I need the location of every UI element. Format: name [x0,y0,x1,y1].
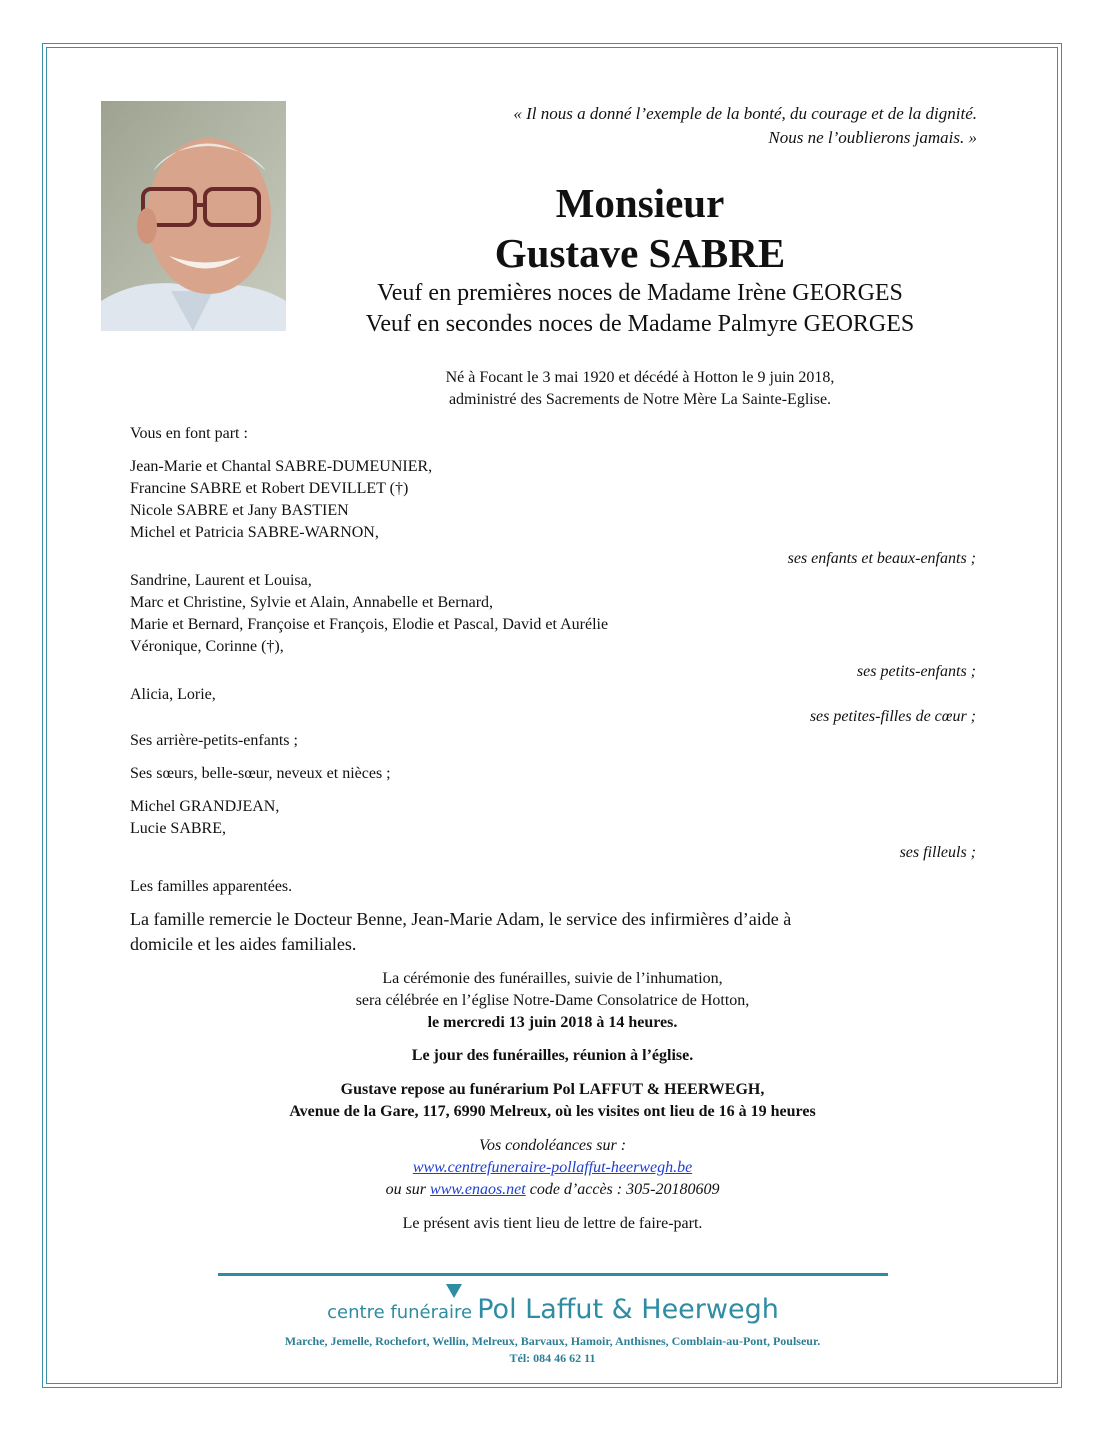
funeral-home-logo [218,1294,888,1325]
footer-locations: Marche, Jemelle, Rochefort, Wellin, Melreux, Barvaux, Hamoir, Anthisnes, Comblain-au-Pont, Poulseur. [284,1334,821,1348]
condolences-label: Vos condoléances sur : [478,1137,627,1154]
birth-death-info [290,367,990,411]
list-item: Jean-Marie et Chantal SABRE-DUMEUNIER, [130,458,433,475]
quote-line: « Il nous a donné l’exemple de la bonté, du courage et de la dignité. [513,104,977,123]
list-item: Alicia, Lorie, [130,686,216,703]
ceremony-info [100,968,1005,1034]
ceremony-line: sera célébrée en l’église Notre-Dame Consolatrice de Hotton, [355,992,750,1009]
heart-granddaughters-list [130,684,216,706]
ceremony-line: La cérémonie des funérailles, suivie de l’inhumation, [382,970,723,987]
relation-label: ses filleuls ; [899,844,976,861]
rest-info [100,1079,1005,1123]
opening-quote [513,102,977,150]
quote-line: Nous ne l’oublierons jamais. » [768,128,977,147]
portrait-photo [101,101,286,331]
relation-label: ses petits-enfants ; [856,663,976,680]
relation-label: ses enfants et beaux-enfants ; [787,550,976,567]
ceremony-date: le mercredi 13 juin 2018 à 14 heures. [427,1014,678,1031]
salutation: Monsieur [555,180,725,226]
footer-divider [218,1273,888,1276]
list-item: Marc et Christine, Sylvie et Alain, Annabelle et Bernard, [130,594,494,611]
logo-big-text: Pol Laffut & Heerwegh [477,1294,779,1325]
godchildren-list [130,796,279,840]
deceased-title [290,178,990,340]
widow-line: Veuf en premières noces de Madame Irène GEORGES [377,280,903,306]
list-item: Marie et Bernard, Françoise et François, Elodie et Pascal, David et Aurélie [130,616,609,633]
list-item: Véronique, Corinne (†), [130,638,284,655]
rest-line: Gustave repose au funérarium Pol LAFFUT & HEERWEGH, [340,1081,765,1098]
logo-small-text: centre funéraire [327,1302,473,1323]
footer-phone: Tél: 084 46 62 11 [509,1351,596,1365]
thanks-line: domicile et les aides familiales. [130,934,357,954]
condolences-info [100,1135,1005,1201]
families-text: Les familles apparentées. [130,878,293,895]
condolences-link-1[interactable]: www.centrefuneraire-pollaffut-heerwegh.be [412,1159,693,1176]
thanks-paragraph [130,907,980,957]
condolences-link-2[interactable]: www.enaos.net [430,1181,526,1198]
siblings-text: Ses sœurs, belle-sœur, neveux et nièces ; [130,765,391,782]
birth-line: Né à Focant le 3 mai 1920 et décédé à Hotton le 9 juin 2018, [445,369,835,386]
grandchildren-list [130,570,608,658]
list-item: Michel et Patricia SABRE-WARNON, [130,524,379,541]
notice-text: Le présent avis tient lieu de lettre de faire-part. [402,1215,703,1232]
thanks-line: La famille remercie le Docteur Benne, Jean-Marie Adam, le service des infirmières d’aide à [130,909,792,929]
widow-line: Veuf en secondes noces de Madame Palmyre GEORGES [365,311,915,337]
list-item: Sandrine, Laurent et Louisa, [130,572,312,589]
list-item: Lucie SABRE, [130,820,226,837]
announce-text: Vous en font part : [130,425,248,442]
list-item: Nicole SABRE et Jany BASTIEN [130,502,349,519]
rest-line: Avenue de la Gare, 117, 6990 Melreux, où les visites ont lieu de 16 à 19 heures [289,1103,816,1120]
great-grandchildren-text: Ses arrière-petits-enfants ; [130,732,298,749]
birth-line: administré des Sacrements de Notre Mère La Sainte-Eglise. [448,391,832,408]
meeting-info: Le jour des funérailles, réunion à l’église. [411,1047,694,1064]
list-item: Francine SABRE et Robert DEVILLET (†) [130,480,409,497]
children-list [130,456,432,544]
list-item: Michel GRANDJEAN, [130,798,280,815]
deceased-name: Gustave SABRE [494,230,786,276]
access-code: code d’accès : 305-20180609 [525,1181,720,1198]
condolences-prefix: ou sur [385,1181,431,1198]
relation-label: ses petites-filles de cœur ; [809,708,976,725]
